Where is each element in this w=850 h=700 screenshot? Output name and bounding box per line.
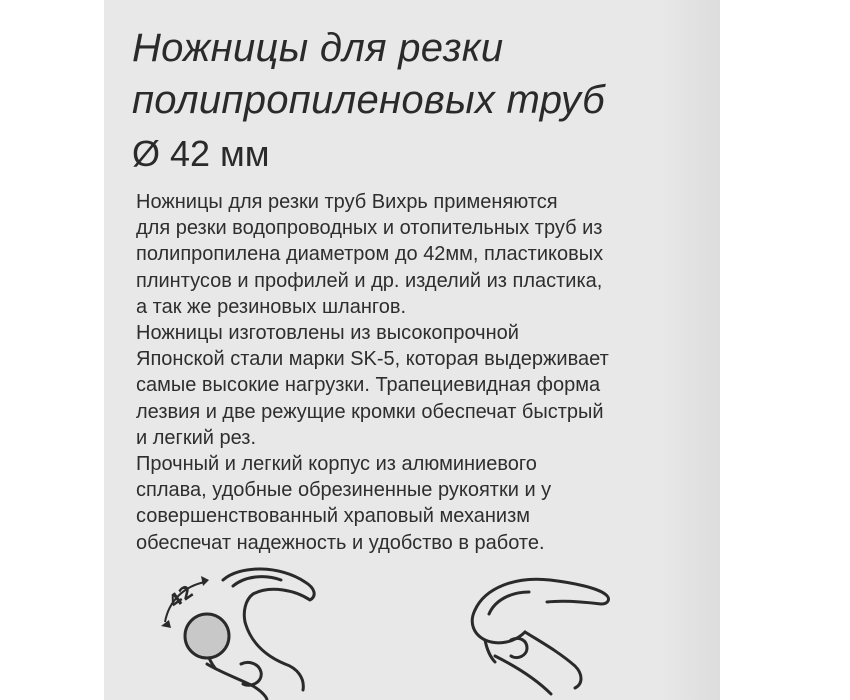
title-line-1: Ножницы для резки [132, 26, 504, 70]
text-line: плинтусов и профилей и др. изделий из пластика, [136, 269, 603, 292]
paragraph-material [136, 320, 716, 451]
text-line: и легкий рез. [136, 426, 256, 449]
text-line: для резки водопроводных и отопительных труб из [136, 217, 603, 240]
text-line: сплава, удобные обрезиненные рукоятки и у [136, 479, 552, 502]
text-line: Прочный и легкий корпус из алюминиевого [136, 453, 537, 476]
dimension-label: 42 [165, 581, 198, 613]
pipe-cutter-with-pipe-icon [145, 560, 325, 700]
paragraph-body [136, 451, 716, 556]
text-line: совершенствованный храповый механизм [136, 505, 531, 528]
paragraph-application [136, 189, 716, 320]
text-line: Ножницы изготовлены из высокопрочной [136, 322, 519, 345]
text-line: Ножницы для резки труб Вихрь применяются [136, 191, 558, 213]
text-line: лезвия и две режущие кромки обеспечат быстрый [136, 400, 604, 423]
text-line: Японской стали марки SK-5, которая выдерживает [136, 348, 609, 371]
text-line: а так же резиновых шлангов. [136, 295, 407, 318]
description [136, 189, 716, 556]
title-line-2: полипропиленовых труб [132, 78, 605, 122]
diameter-label: Ø 42 мм [132, 133, 270, 174]
text-line: самые высокие нагрузки. Трапециевидная форма [136, 374, 601, 397]
text-line: полипропилена диаметром до 42мм, пластиковых [136, 243, 604, 266]
pipe-cutter-closed-icon [455, 570, 625, 700]
page-title [132, 22, 605, 126]
text-line: обеспечат надежность и удобство в работе. [136, 531, 545, 554]
